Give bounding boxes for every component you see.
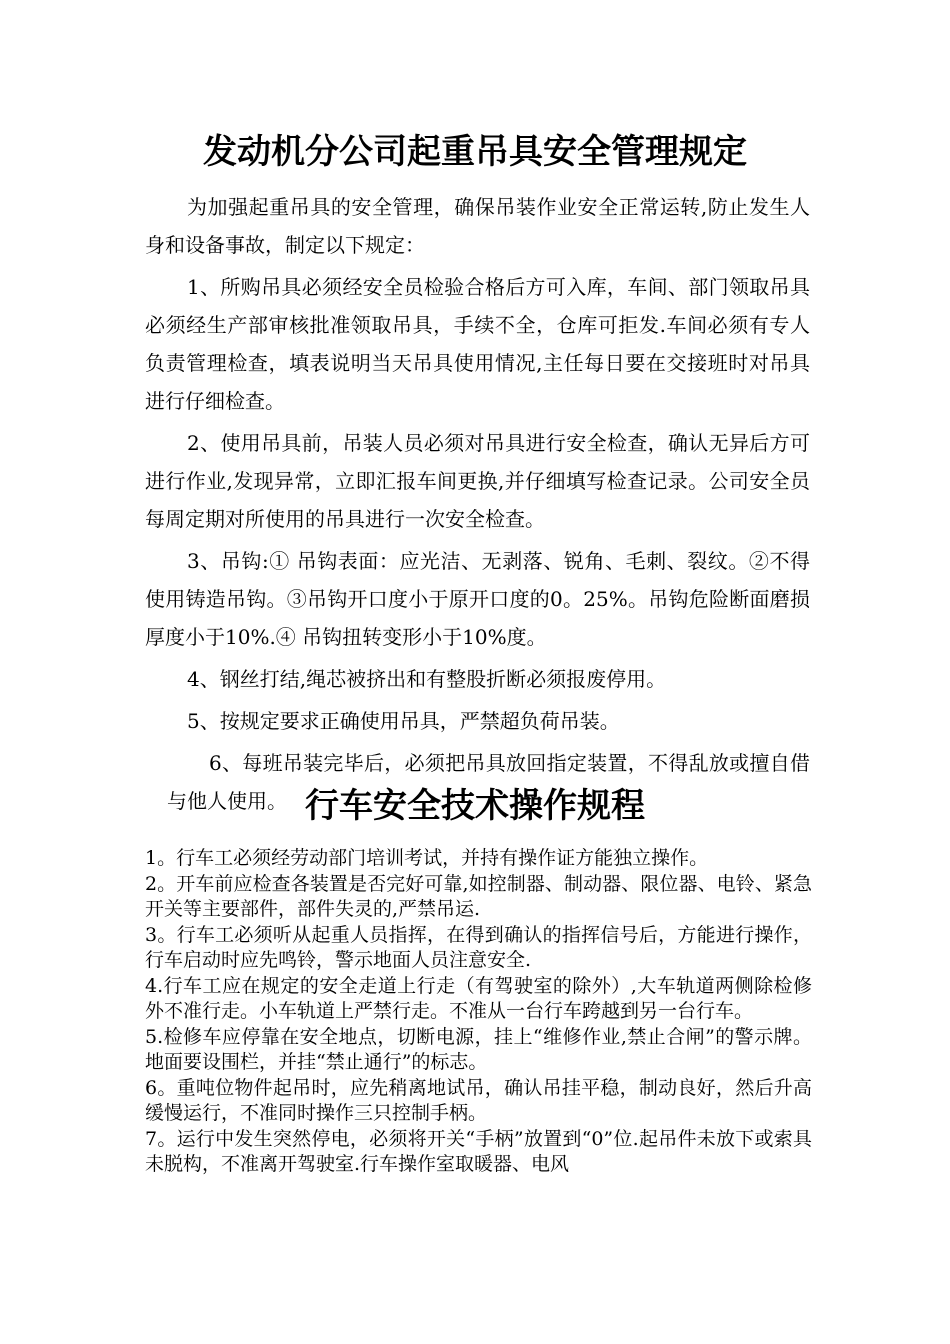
operation-rule-7: 7。运行中发生突然停电，必须将开关“手柄”放置到“0”位.起吊件未放下或索具未脱构，不准离开驾驶室.行车操作室取暖器、电风 <box>145 1127 812 1175</box>
regulation-section <box>145 188 810 820</box>
operation-rule-5: 5.检修车应停靠在安全地点，切断电源，挂上“维修作业,禁止合闸”的警示牌。地面要设围栏，并挂“禁止通行”的标志。 <box>145 1025 812 1073</box>
section-title: 行车安全技术操作规程 <box>305 786 645 826</box>
operation-rule-1: 1。行车工必须经劳动部门培训考试，并持有操作证方能独立操作。 <box>145 847 709 869</box>
rule-paragraph-6: 6、每班吊装完毕后，必须把吊具放回指定装置，不得乱放或擅自借与他人使用。 <box>167 751 810 813</box>
operation-rule-4: 4.行车工应在规定的安全走道上行走（有驾驶室的除外）,大车轨道两侧除检修外不准行走。小车轨道上严禁行走。不准从一台行车跨越到另一台行车。 <box>145 974 812 1022</box>
intro-paragraph: 为加强起重吊具的安全管理，确保吊装作业安全正常运转,防止发生人身和设备事故，制定以下规定： <box>145 195 810 257</box>
document-title: 发动机分公司起重吊具安全管理规定 <box>203 132 747 172</box>
rule-paragraph-1: 1、所购吊具必须经安全员检验合格后方可入库，车间、部门领取吊具必须经生产部审核批准领取吊具，手续不全，仓库可拒发.车间必须有专人负责管理检查，填表说明当天吊具使用情况,主任每日要在交接班时对吊具进行仔细检查。 <box>145 275 810 413</box>
rule-paragraph-3: 3、吊钩:① 吊钩表面：应光洁、无剥落、锐角、毛刺、裂纹。②不得使用铸造吊钩。③吊钩开口度小于原开口度的0。25%。吊钩危险断面磨损厚度小于10%.④ 吊钩扭转变形小于10%度。 <box>145 549 810 649</box>
operation-rule-2: 2。开车前应检查各装置是否完好可靠,如控制器、制动器、限位器、电铃、紧急开关等主要部件，部件失灵的,严禁吊运. <box>145 872 812 920</box>
operation-rule-3: 3。行车工必须听从起重人员指挥，在得到确认的指挥信号后，方能进行操作，行车启动时应先鸣铃，警示地面人员注意安全. <box>145 923 812 971</box>
operation-rule-6: 6。重吨位物件起吊时，应先稍离地试吊，确认吊挂平稳，制动良好，然后升高缓慢运行，不准同时操作三只控制手柄。 <box>145 1076 812 1124</box>
operation-rules-section <box>145 846 812 1178</box>
rule-paragraph-4: 4、钢丝打结,绳芯被挤出和有整股折断必须报废停用。 <box>187 667 667 691</box>
rule-paragraph-5: 5、按规定要求正确使用吊具，严禁超负荷吊装。 <box>187 709 620 733</box>
rule-paragraph-2: 2、使用吊具前，吊装人员必须对吊具进行安全检查，确认无异后方可进行作业,发现异常，立即汇报车间更换,并仔细填写检查记录。公司安全员每周定期对所使用的吊具进行一次安全检查。 <box>145 431 810 531</box>
